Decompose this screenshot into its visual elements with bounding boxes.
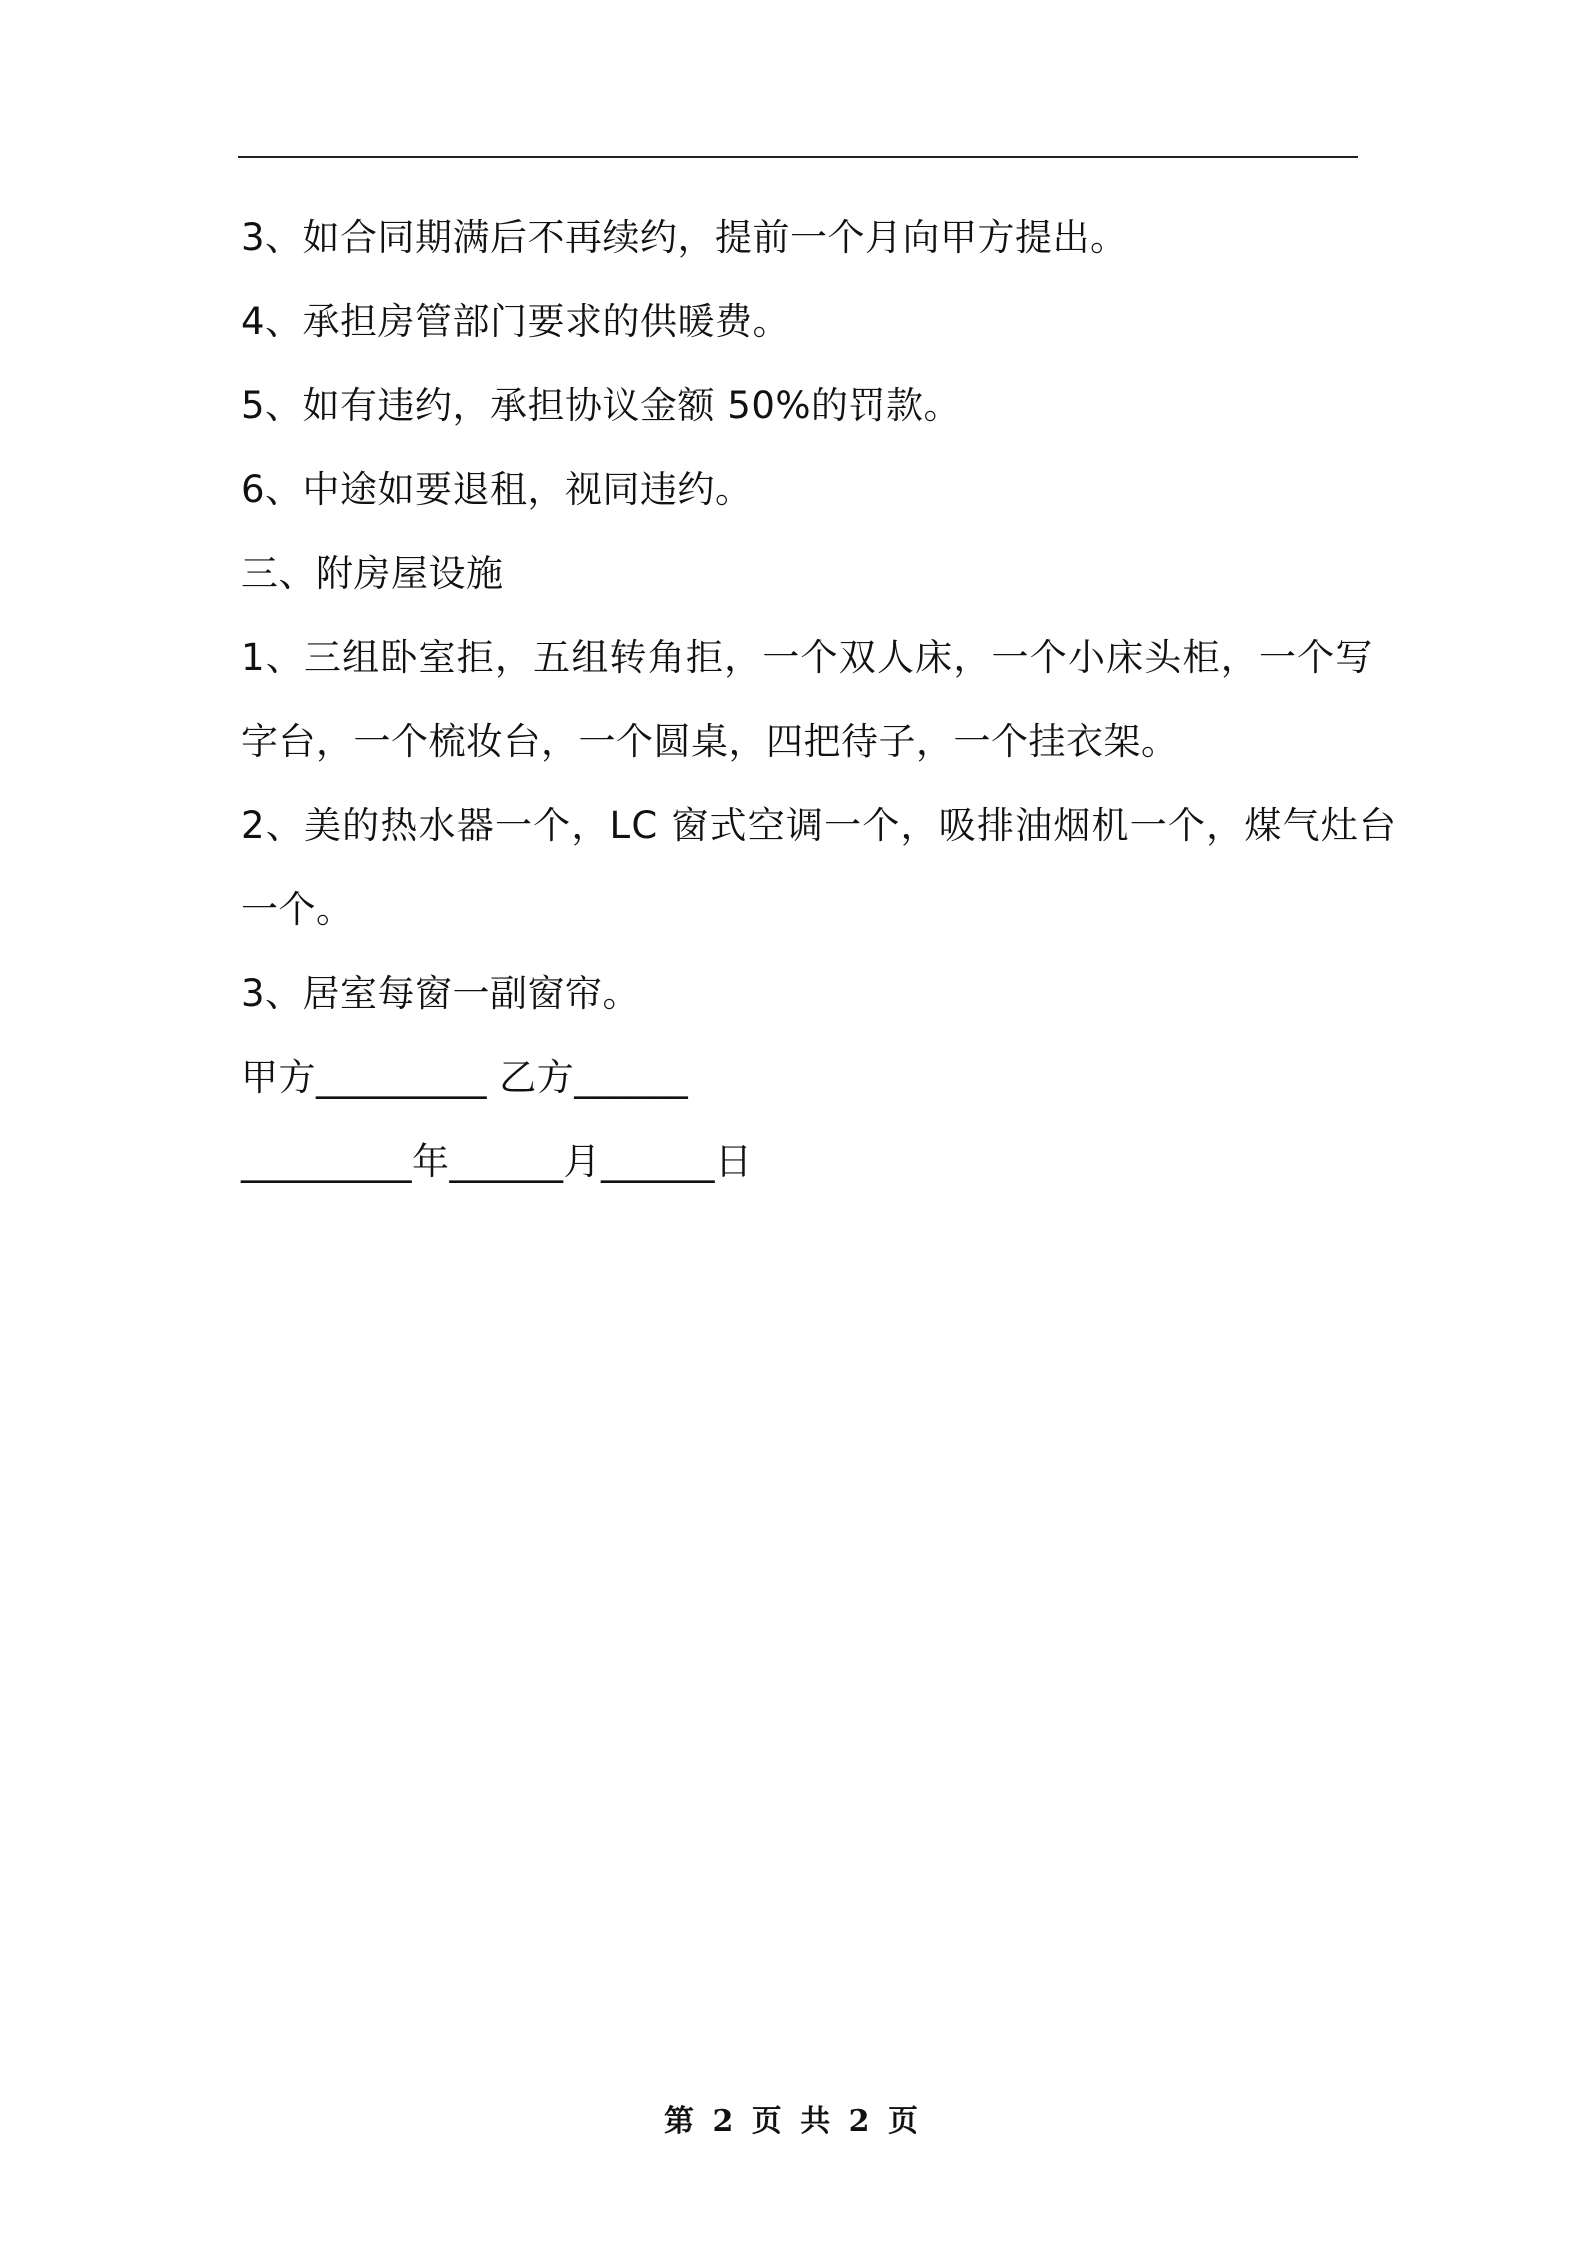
signature-line: 甲方_________ 乙方______ xyxy=(241,1056,689,1099)
clause-line: 5、如有违约，承担协议金额 50%的罚款。 xyxy=(241,384,962,427)
section-heading: 三、附房屋设施 xyxy=(241,552,504,595)
document-body xyxy=(241,196,1398,1204)
header-rule xyxy=(238,156,1358,158)
clause-line: 6、中途如要退租，视同违约。 xyxy=(241,468,753,511)
facility-line: 3、居室每窗一副窗帘。 xyxy=(241,972,641,1015)
facility-line: 字台，一个梳妆台，一个圆桌，四把待子，一个挂衣架。 xyxy=(241,720,1179,763)
clause-line: 3、如合同期满后不再续约，提前一个月向甲方提出。 xyxy=(241,216,1128,259)
page-number: 第 2 页 共 2 页 xyxy=(664,2104,922,2139)
date-line: _________年______月______日 xyxy=(241,1140,753,1183)
facility-line: 1、三组卧室拒，五组转角拒，一个双人床，一个小床头柜，一个写 xyxy=(241,636,1374,679)
facility-line: 一个。 xyxy=(241,888,354,931)
clause-line: 4、承担房管部门要求的供暖费。 xyxy=(241,300,791,343)
facility-line: 2、美的热水器一个，LC 窗式空调一个，吸排油烟机一个，煤气灶台 xyxy=(241,804,1398,847)
